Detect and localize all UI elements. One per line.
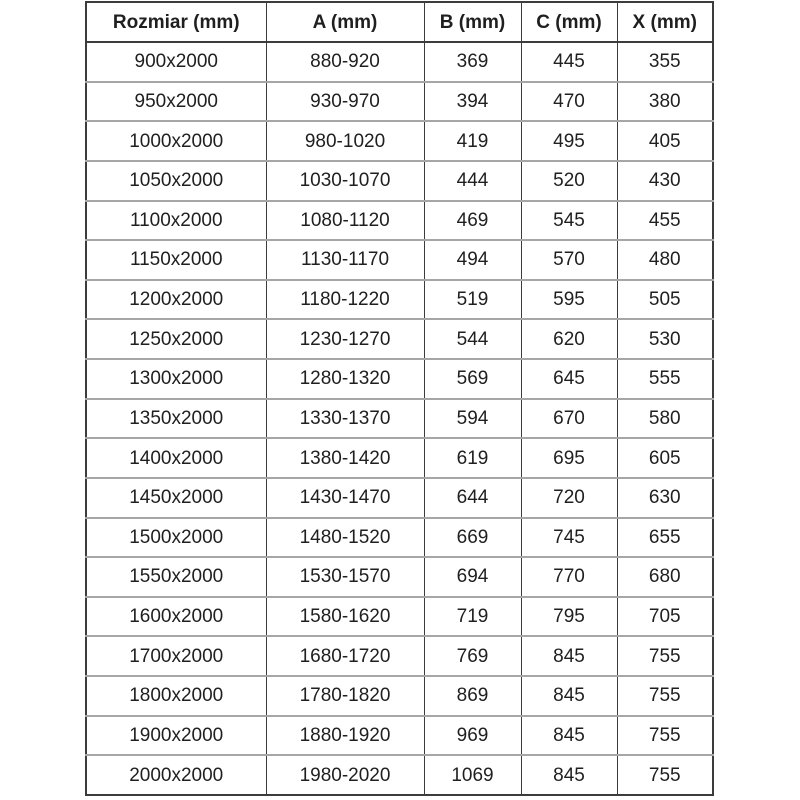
table-cell: 845 bbox=[521, 755, 617, 795]
table-cell: 1080-1120 bbox=[266, 201, 424, 241]
table-row bbox=[86, 557, 713, 597]
table-cell: 2000x2000 bbox=[86, 755, 266, 795]
table-cell: 494 bbox=[424, 240, 521, 280]
table-cell: 644 bbox=[424, 478, 521, 518]
table-cell: 570 bbox=[521, 240, 617, 280]
table-row bbox=[86, 201, 713, 241]
table-cell: 755 bbox=[617, 716, 713, 756]
table-cell: 520 bbox=[521, 161, 617, 201]
table-cell: 1380-1420 bbox=[266, 438, 424, 478]
table-cell: 1800x2000 bbox=[86, 676, 266, 716]
table-cell: 369 bbox=[424, 42, 521, 82]
table-cell: 755 bbox=[617, 636, 713, 676]
table-row bbox=[86, 518, 713, 558]
table-cell: 444 bbox=[424, 161, 521, 201]
table-cell: 1150x2000 bbox=[86, 240, 266, 280]
table-cell: 1130-1170 bbox=[266, 240, 424, 280]
table-cell: 530 bbox=[617, 319, 713, 359]
table-row bbox=[86, 597, 713, 637]
table-cell: 1200x2000 bbox=[86, 280, 266, 320]
table-row bbox=[86, 121, 713, 161]
table-cell: 845 bbox=[521, 716, 617, 756]
table-cell: 719 bbox=[424, 597, 521, 637]
table-cell: 1230-1270 bbox=[266, 319, 424, 359]
table-row bbox=[86, 438, 713, 478]
table-cell: 1500x2000 bbox=[86, 518, 266, 558]
table-cell: 519 bbox=[424, 280, 521, 320]
column-header: C (mm) bbox=[521, 2, 617, 42]
table-cell: 1530-1570 bbox=[266, 557, 424, 597]
table-cell: 419 bbox=[424, 121, 521, 161]
table-cell: 695 bbox=[521, 438, 617, 478]
table-cell: 1100x2000 bbox=[86, 201, 266, 241]
table-row bbox=[86, 399, 713, 439]
table-cell: 455 bbox=[617, 201, 713, 241]
table-cell: 880-920 bbox=[266, 42, 424, 82]
table-cell: 580 bbox=[617, 399, 713, 439]
table-cell: 555 bbox=[617, 359, 713, 399]
column-header: X (mm) bbox=[617, 2, 713, 42]
column-header: B (mm) bbox=[424, 2, 521, 42]
size-table bbox=[85, 1, 714, 796]
table-cell: 845 bbox=[521, 676, 617, 716]
table-cell: 605 bbox=[617, 438, 713, 478]
table-cell: 980-1020 bbox=[266, 121, 424, 161]
table-cell: 795 bbox=[521, 597, 617, 637]
table-cell: 755 bbox=[617, 755, 713, 795]
table-cell: 1280-1320 bbox=[266, 359, 424, 399]
table-cell: 930-970 bbox=[266, 82, 424, 122]
table-cell: 1600x2000 bbox=[86, 597, 266, 637]
table-row bbox=[86, 716, 713, 756]
table-cell: 544 bbox=[424, 319, 521, 359]
table-cell: 394 bbox=[424, 82, 521, 122]
table-cell: 595 bbox=[521, 280, 617, 320]
table-cell: 1450x2000 bbox=[86, 478, 266, 518]
table-cell: 770 bbox=[521, 557, 617, 597]
table-cell: 1880-1920 bbox=[266, 716, 424, 756]
table-cell: 869 bbox=[424, 676, 521, 716]
table-cell: 470 bbox=[521, 82, 617, 122]
table-cell: 1069 bbox=[424, 755, 521, 795]
table-cell: 755 bbox=[617, 676, 713, 716]
column-header: Rozmiar (mm) bbox=[86, 2, 266, 42]
table-cell: 594 bbox=[424, 399, 521, 439]
table-cell: 505 bbox=[617, 280, 713, 320]
table-cell: 630 bbox=[617, 478, 713, 518]
table-cell: 694 bbox=[424, 557, 521, 597]
table-row bbox=[86, 42, 713, 82]
table-cell: 1350x2000 bbox=[86, 399, 266, 439]
table-row bbox=[86, 359, 713, 399]
table-cell: 1000x2000 bbox=[86, 121, 266, 161]
column-header: A (mm) bbox=[266, 2, 424, 42]
table-cell: 1180-1220 bbox=[266, 280, 424, 320]
table-cell: 1250x2000 bbox=[86, 319, 266, 359]
table-cell: 769 bbox=[424, 636, 521, 676]
table-cell: 950x2000 bbox=[86, 82, 266, 122]
table-cell: 569 bbox=[424, 359, 521, 399]
table-cell: 845 bbox=[521, 636, 617, 676]
table-cell: 1480-1520 bbox=[266, 518, 424, 558]
table-cell: 1050x2000 bbox=[86, 161, 266, 201]
table-cell: 705 bbox=[617, 597, 713, 637]
table-cell: 619 bbox=[424, 438, 521, 478]
table-cell: 1580-1620 bbox=[266, 597, 424, 637]
table-cell: 1780-1820 bbox=[266, 676, 424, 716]
table-row bbox=[86, 478, 713, 518]
table-cell: 1330-1370 bbox=[266, 399, 424, 439]
table-header bbox=[86, 2, 713, 42]
table-cell: 469 bbox=[424, 201, 521, 241]
table-cell: 645 bbox=[521, 359, 617, 399]
table-cell: 405 bbox=[617, 121, 713, 161]
table-cell: 720 bbox=[521, 478, 617, 518]
table-cell: 545 bbox=[521, 201, 617, 241]
table-cell: 969 bbox=[424, 716, 521, 756]
table-cell: 1680-1720 bbox=[266, 636, 424, 676]
table-cell: 480 bbox=[617, 240, 713, 280]
table-row bbox=[86, 676, 713, 716]
table-row bbox=[86, 636, 713, 676]
header-row bbox=[86, 2, 713, 42]
table-cell: 495 bbox=[521, 121, 617, 161]
table-cell: 445 bbox=[521, 42, 617, 82]
table-cell: 1030-1070 bbox=[266, 161, 424, 201]
table-cell: 620 bbox=[521, 319, 617, 359]
table-row bbox=[86, 319, 713, 359]
table-cell: 380 bbox=[617, 82, 713, 122]
table-cell: 1900x2000 bbox=[86, 716, 266, 756]
table-cell: 1430-1470 bbox=[266, 478, 424, 518]
table-row bbox=[86, 755, 713, 795]
table-cell: 670 bbox=[521, 399, 617, 439]
table-row bbox=[86, 161, 713, 201]
table-cell: 1700x2000 bbox=[86, 636, 266, 676]
table-cell: 900x2000 bbox=[86, 42, 266, 82]
table-cell: 1300x2000 bbox=[86, 359, 266, 399]
table-row bbox=[86, 240, 713, 280]
table-row bbox=[86, 280, 713, 320]
table-cell: 655 bbox=[617, 518, 713, 558]
table-cell: 745 bbox=[521, 518, 617, 558]
table-body bbox=[86, 42, 713, 795]
table-row bbox=[86, 82, 713, 122]
table-cell: 355 bbox=[617, 42, 713, 82]
table-cell: 669 bbox=[424, 518, 521, 558]
table-cell: 680 bbox=[617, 557, 713, 597]
table-cell: 1550x2000 bbox=[86, 557, 266, 597]
table-cell: 1400x2000 bbox=[86, 438, 266, 478]
table-cell: 1980-2020 bbox=[266, 755, 424, 795]
table-cell: 430 bbox=[617, 161, 713, 201]
